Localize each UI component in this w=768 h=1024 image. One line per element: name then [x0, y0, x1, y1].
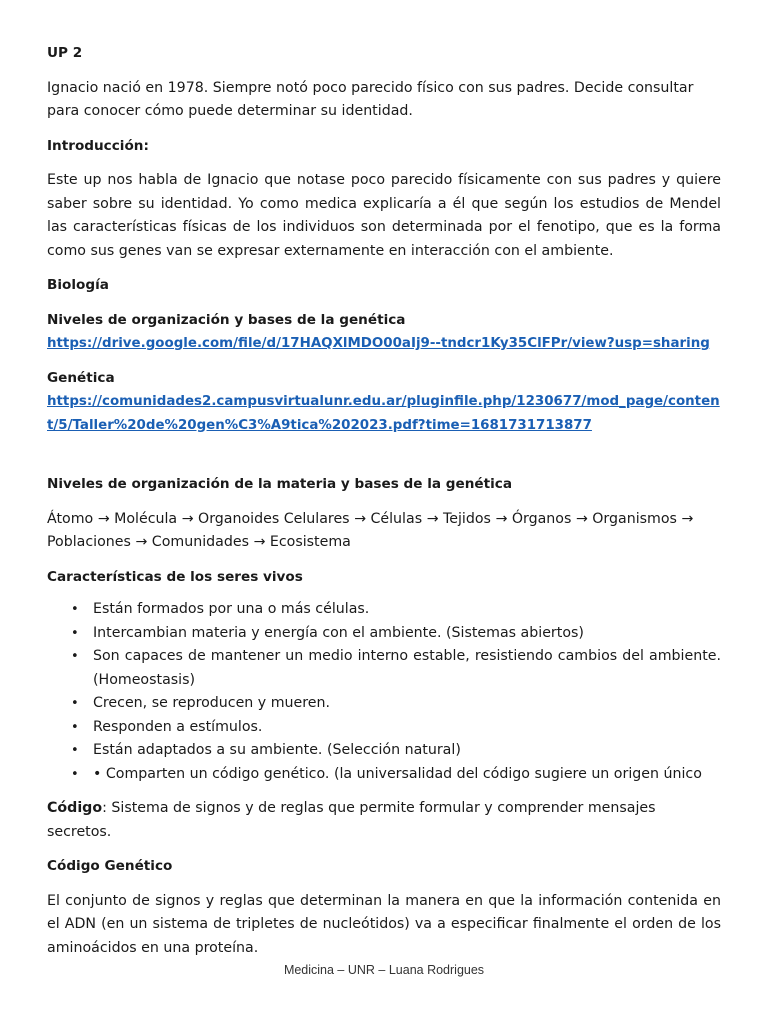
- materia-heading: Niveles de organización de la materia y bases de la genética: [47, 476, 513, 492]
- bullet-icon: •: [71, 649, 79, 664]
- list-item-text: Están formados por una o más células.: [93, 601, 370, 617]
- niveles-heading: Niveles de organización y bases de la genética: [47, 311, 406, 328]
- codigo-genetico-heading: Código Genético: [47, 858, 173, 874]
- list-item-text: Están adaptados a su ambiente. (Selección natural): [93, 742, 461, 758]
- list-item: [47, 598, 721, 622]
- bullet-icon: •: [71, 766, 79, 782]
- codigo-definition: [47, 797, 721, 844]
- bullet-icon: •: [71, 602, 79, 617]
- list-item-text: Responden a estímulos.: [93, 718, 263, 735]
- list-item: [47, 739, 721, 763]
- introduccion-heading: Introducción:: [47, 137, 149, 154]
- list-item: [47, 716, 721, 740]
- materia-chain: Átomo → Molécula → Organoides Celulares → Células → Tejidos → Órganos → Organismos → Poblaciones → Comunidades → Ecosistema: [47, 510, 694, 550]
- list-item-text: Crecen, se reproducen y mueren.: [93, 695, 331, 711]
- doc-title: UP 2: [47, 45, 83, 61]
- list-item: [47, 692, 721, 716]
- page-footer: Medicina – UNR – Luana Rodrigues: [283, 963, 485, 977]
- genetica-link[interactable]: https://comunidades2.campusvirtualunr.edu.ar/pluginfile.php/1230677/mod_page/content/5/Taller%20de%20gen%C3%A9tica%202023.pdf?time=1681731713877: [47, 394, 720, 433]
- codigo-genetico-text: El conjunto de signos y reglas que determinan la manera en que la información contenida en el ADN (en un sistema de tripletes de nucleótidos) va a especificar finalmente el orden de los aminoácidos en una proteína.: [47, 892, 721, 956]
- list-item: [47, 763, 721, 787]
- list-item-text: Son capaces de mantener un medio interno estable, resistiendo cambios del ambiente. (Homeostasis): [93, 648, 721, 688]
- bullet-icon: •: [71, 696, 79, 711]
- caracteristicas-list: [47, 598, 721, 786]
- bullet-icon: •: [71, 625, 79, 641]
- introduccion-text: Este up nos habla de Ignacio que notase poco parecido físicamente con sus padres y quiere saber sobre su identidad. Yo como medica explicaría a él que según los estudios de Mendel las características físicas de los individuos son determinada por el fenotipo, que es la forma como sus genes van se expresar externamente en interacción con el ambiente.: [47, 172, 721, 259]
- list-item: [47, 645, 721, 692]
- document-body: [47, 42, 721, 960]
- caracteristicas-heading: Características de los seres vivos: [47, 568, 303, 585]
- list-item: [47, 622, 721, 646]
- bullet-icon: •: [71, 719, 79, 735]
- codigo-label: Código: [47, 800, 103, 816]
- case-text: Ignacio nació en 1978. Siempre notó poco parecido físico con sus padres. Decide consultar para conocer cómo puede determinar su identidad.: [47, 79, 694, 119]
- bullet-icon: •: [71, 743, 79, 758]
- niveles-link[interactable]: https://drive.google.com/file/d/17HAQXlMDO00aIj9--tndcr1Ky35ClFPr/view?usp=sharing: [47, 336, 710, 351]
- list-item-text: Intercambian materia y energía con el ambiente. (Sistemas abiertos): [93, 624, 584, 641]
- genetica-heading: Genética: [47, 369, 115, 386]
- biologia-heading: Biología: [47, 277, 109, 293]
- list-item-text: • Comparten un código genético. (la universalidad del código sugiere un origen único: [93, 765, 702, 782]
- codigo-text: : Sistema de signos y de reglas que permite formular y comprender mensajes secretos.: [47, 800, 656, 840]
